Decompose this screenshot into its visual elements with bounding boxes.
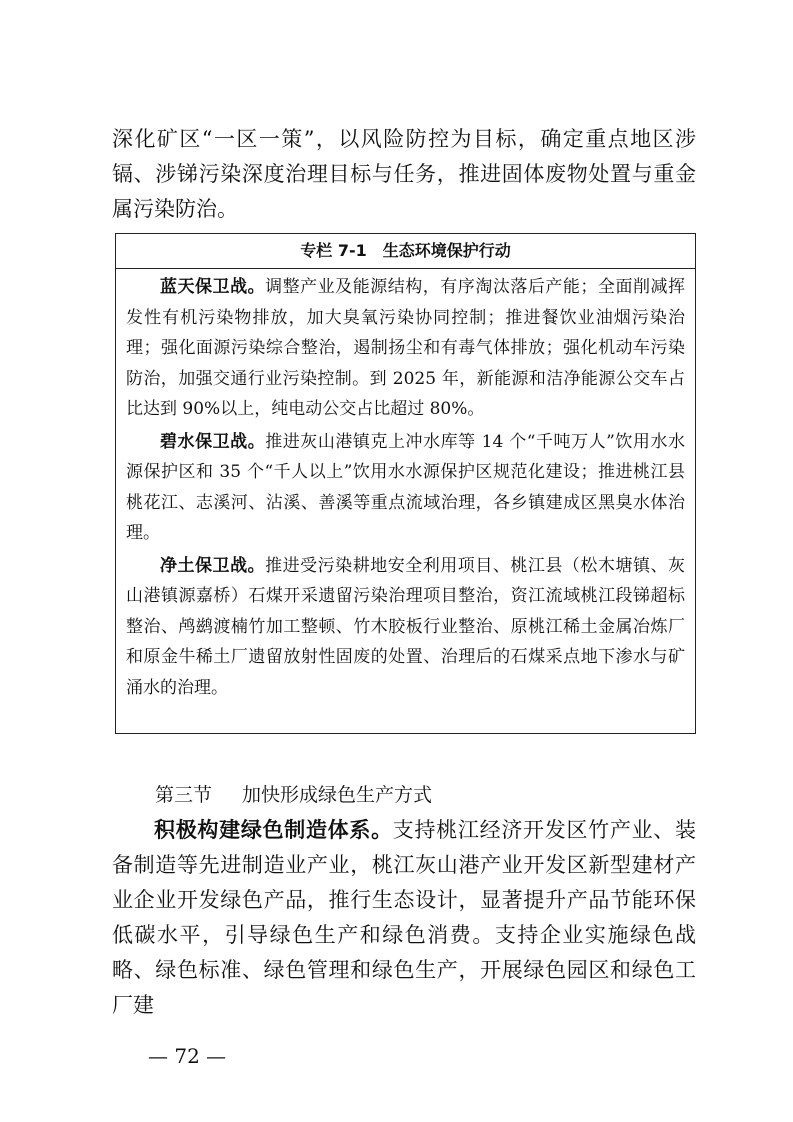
intro-paragraph: 深化矿区“一区一策”，以风险防控为目标，确定重点地区涉镉、涉锑污染深度治理目标与任务，推进固体废物处置与重金属污染防治。	[112, 127, 696, 221]
box-item-heading: 蓝天保卫战。	[160, 277, 266, 297]
box-item-blue-sky	[126, 272, 685, 425]
box-item-heading: 碧水保卫战。	[160, 431, 266, 452]
box-item-text: 推进受污染耕地安全利用项目、桃江县（松木塘镇、灰山港镇源嘉桥）石煤开采遗留污染治理项目整治，资江流域桃江段锑超标整治、鸬鹚渡楠竹加工整顿、竹木胶板行业整治、原桃江稀土金属冶炼厂和原金牛稀土厂遗留放射性固废的处置、治理后的石煤采点地下渗水与矿涌水的治理。	[126, 555, 686, 698]
main-text: 支持桃江经济开发区竹产业、装备制造等先进制造业产业，桃江灰山港产业开发区新型建材产业企业开发绿色产品，推行生态设计，显著提升产品节能环保低碳水平，引导绿色生产和绿色消费。支持企业实施绿色战略、绿色标准、绿色管理和绿色生产，开展绿色园区和绿色工厂建	[112, 818, 697, 1017]
box-title: 专栏 7-1 生态环境保护行动	[116, 234, 695, 269]
box-item-text: 调整产业及能源结构，有序淘汰落后产能；全面削减挥发性有机污染物排放，加大臭氧污染协同控制；推进餐饮业油烟污染治理；强化面源污染综合整治，遏制扬尘和有毒气体排放；强化机动车污染防治，加强交通行业污染控制。到 2025 年，新能源和洁净能源公交车占比达到 90%以上，纯电动公交占比超过 80%。	[126, 277, 686, 419]
section-heading	[155, 780, 432, 810]
main-paragraph	[112, 813, 696, 1023]
box-item-heading: 净土保卫战。	[160, 555, 266, 576]
box-item-clean-soil	[126, 551, 685, 704]
section-title: 加快形成绿色生产方式	[242, 784, 433, 806]
main-heading: 积极构建绿色制造体系。	[154, 818, 393, 842]
box-item-text: 推进灰山港镇克上冲水库等 14 个“千吨万人”饮用水水源保护区和 35 个“千人以上”饮用水水源保护区规范化建设；推进桃江县桃花江、志溪河、沾溪、善溪等重点流域治理，各乡镇建成区黑臭水体治理。	[126, 431, 685, 543]
box-body	[116, 269, 695, 703]
section-number: 第三节	[155, 784, 213, 806]
page-number: — 72 —	[148, 1044, 227, 1068]
box-item-clear-water	[126, 427, 685, 549]
special-column-box	[115, 233, 696, 734]
